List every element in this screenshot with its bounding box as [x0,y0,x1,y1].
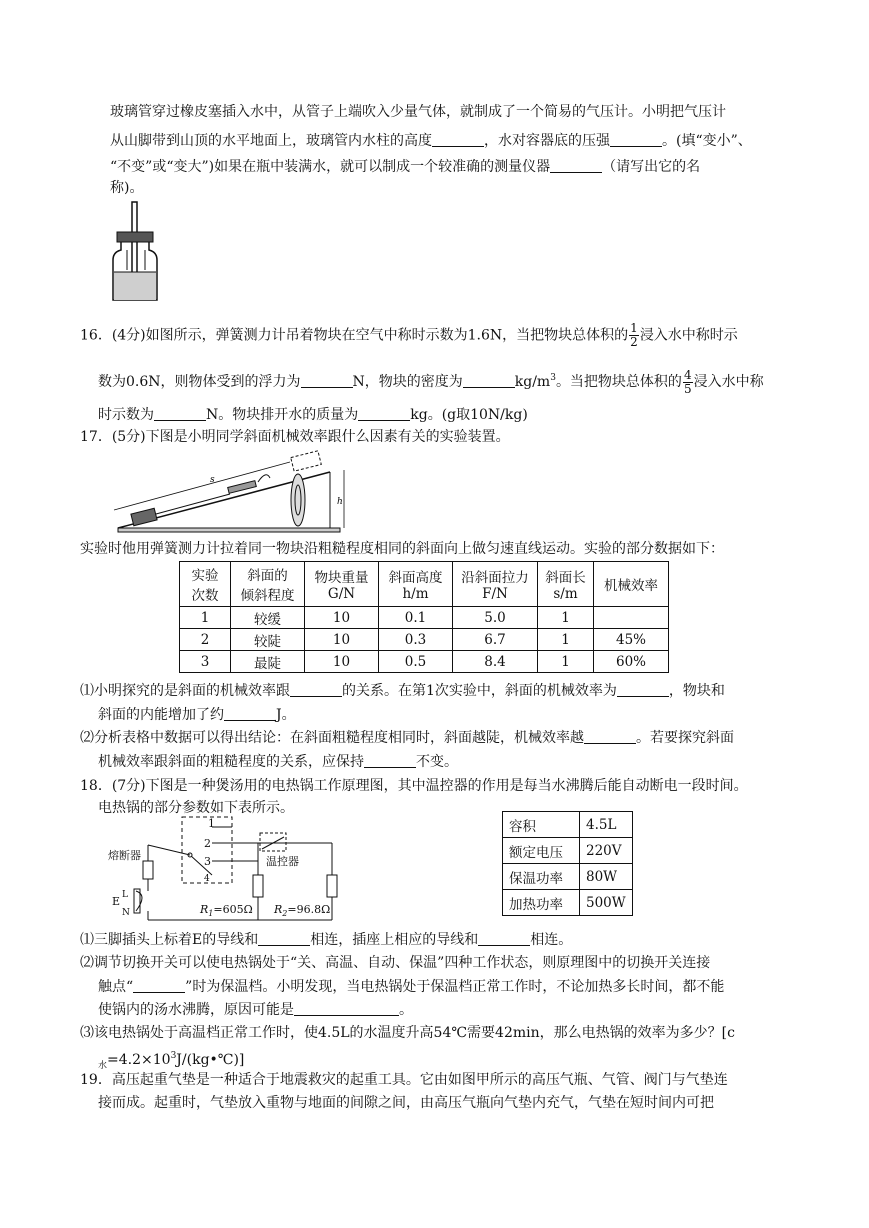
answer-blank[interactable] [432,132,484,147]
terminal-l: L [122,890,128,900]
table-cell [594,607,669,629]
param-value: 500W [580,890,633,916]
fraction-half: $\frac{1}{2}$ [630,321,638,349]
table-cell: 较陡 [231,629,305,651]
answer-blank[interactable] [364,753,416,768]
table-cell: 10 [305,629,379,651]
param-name: 额定电压 [503,838,580,864]
q17-part2-line-1 [80,728,734,748]
text: 浸入水中称 [693,374,764,390]
q17-part1-line-1 [80,681,725,701]
text: 时示数为 [98,407,154,423]
q19-line-1: 19．高压起重气垫是一种适合于地震救灾的起重工具。它由如图甲所示的高压气瓶、气管、阀门与气垫连 [80,1072,728,1088]
answer-blank[interactable] [550,158,602,173]
table-cell: 6.7 [453,629,538,651]
table-cell: 最陡 [231,651,305,673]
table-cell: 0.1 [379,607,453,629]
contact-4: 4 [204,874,210,884]
circuit-diagram [108,815,358,930]
table-row [503,864,633,890]
q16-line-1 [80,322,738,349]
q18-part2-line-2 [98,977,724,997]
q18-part3-line-1: ⑶该电热锅处于高温档正常工作时，使4.5L的水温度升高54℃需要42min，那么电热锅的效率为多少？[c [80,1025,735,1041]
text: N，物块的密度为 [352,374,463,390]
table-header-row [180,562,669,607]
table-cell: 1 [538,651,594,673]
table-cell: 1 [180,607,231,629]
table-cell: 8.4 [453,651,538,673]
label-s: s [210,475,215,485]
table-row [503,812,633,838]
text: “不变”或“变大”)如果在瓶中装满水，就可以制成一个较准确的测量仪器 [110,159,551,175]
fuse-label: 熔断器 [108,849,141,862]
table-row [503,890,633,916]
text: ，水对容器底的压强 [484,133,610,149]
terminal-n: N [122,908,130,918]
table-cell: 1 [538,629,594,651]
terminal-e: E [112,895,121,908]
incline-figure [110,448,350,538]
superscript: 3 [170,1051,177,1061]
text: kg/m [514,374,551,390]
answer-blank[interactable] [478,931,530,946]
table-cell: 2 [180,629,231,651]
q19-line-2: 接而成。起重时，气垫放入重物与地面的间隙之间，由高压气瓶向气垫内充气，气垫在短时间内可把 [98,1095,714,1111]
text: ⑵分析表格中数据可以得出结论：在斜面粗糙程度相同时，斜面越陡，机械效率越 [80,730,584,746]
fraction-four-fifths: $\frac{4}{5}$ [683,367,692,396]
table-cell: 3 [180,651,231,673]
answer-blank[interactable] [617,682,669,697]
text: N。物块排开水的质量为 [206,407,359,423]
text: J/(kg•℃)] [176,1052,245,1068]
text: 机械效率跟斜面的粗糙程度的关系，应保持 [98,754,364,770]
text: 。若要探究斜面 [636,730,734,746]
label-h: h [337,497,343,507]
table-header-cell: 物块重量 G/N [305,562,379,607]
q18-line-2: 电热锅的部分参数如下表所示。 [98,800,294,816]
table-cell: 10 [305,651,379,673]
text: ⑴小明探究的是斜面的机械效率跟 [80,683,290,699]
table-cell: 10 [305,607,379,629]
table-header-cell: 斜面长 s/m [538,562,594,607]
param-value: 80W [580,864,633,890]
table-cell: 1 [538,607,594,629]
text: 斜面的内能增加了约 [98,707,224,723]
q18-part2-line-1: ⑵调节切换开关可以使电热锅处于“关、高温、自动、保温”四种工作状态，则原理图中的切换开关连接 [80,955,711,971]
table-cell: 5.0 [453,607,538,629]
q18-part1 [80,930,572,950]
text: =4.2×10 [107,1052,171,1068]
param-name: 加热功率 [503,890,580,916]
q17-line-2: 实验时他用弹簧测力计拉着同一物块沿粗糙程度相同的斜面向上做匀速直线运动。实验的部分数据如下： [80,541,724,557]
table-header-cell: 斜面的 倾斜程度 [231,562,305,607]
text: 数为0.6N，则物体受到的浮力为 [98,374,301,390]
param-value: 220V [580,838,633,864]
table-cell: 0.5 [379,651,453,673]
text: 不变。 [416,754,458,770]
text: 触点“ [98,979,134,995]
text: ”时为保温档。小明发现，当电热锅处于保温档正常工作时，不论加热多长时间，都不能 [185,979,725,995]
q15-line-2 [110,131,752,151]
q17-line-1: 17．(5分)下图是小明同学斜面机械效率跟什么因素有关的实验装置。 [80,429,510,445]
incline-data-table [179,561,669,673]
param-value: 4.5L [580,812,633,838]
answer-blank[interactable] [133,978,185,993]
text: J。 [276,707,296,723]
table-row [180,651,669,673]
cooker-params-table [502,811,633,916]
table-row [503,838,633,864]
contact-3: 3 [204,855,211,868]
answer-blank[interactable] [358,406,410,421]
table-row [180,629,669,651]
answer-blank[interactable] [610,132,662,147]
q17-part1-line-2 [98,705,296,725]
text: 使锅内的汤水沸腾，原因可能是 [98,1002,294,1018]
answer-blank[interactable] [258,931,310,946]
text: （请写出它的名 [602,159,701,175]
text: 的关系。在第1次实验中，斜面的机械效率为 [342,683,617,699]
q15-line-4: 称)。 [110,180,144,196]
q16-line-2 [98,368,764,396]
table-cell: 较缓 [231,607,305,629]
r2-label: $R_2=96.8\Omega$ [274,903,331,918]
q18-line-1: 18．(7分)下图是一种煲汤用的电热锅工作原理图，其中温控器的作用是每当水沸腾后能自动断电一段时间。 [80,778,748,794]
answer-blank[interactable] [224,706,276,721]
answer-blank[interactable] [301,373,353,388]
answer-blank[interactable] [463,373,515,388]
text: 。(填“变小”、 [662,133,752,149]
contact-1: 1 [208,817,215,830]
answer-blank[interactable] [290,682,342,697]
answer-blank[interactable] [294,1001,399,1016]
table-cell: 0.3 [379,629,453,651]
text: ⑴三脚插头上标着E的导线和 [80,932,259,948]
answer-blank[interactable] [154,406,206,421]
text: kg。(g取10N/kg) [410,407,528,423]
text: 相连，插座上相应的导线和 [310,932,479,948]
text: ，物块和 [668,683,725,699]
thermostat-label: 温控器 [266,855,299,868]
table-header-cell: 斜面高度 h/m [379,562,453,607]
table-cell: 60% [594,651,669,673]
table-cell: 45% [594,629,669,651]
barometer-figure [105,200,165,308]
answer-blank[interactable] [584,729,636,744]
text: 16．(4分)如图所示，弹簧测力计吊着物块在空气中称时示数为1.6N，当把物块总体积的 [80,327,629,344]
text: 。当把物块总体积的 [555,374,682,390]
table-row [180,607,669,629]
table-header-cell: 机械效率 [594,562,669,607]
q15-line-1: 玻璃管穿过橡皮塞插入水中，从管子上端吹入少量气体，就制成了一个简易的气压计。小明把气压计 [110,104,726,120]
text: 相连。 [530,932,573,948]
superscript: 3 [550,373,556,383]
param-name: 容积 [503,812,580,838]
subscript: 水 [98,1061,108,1071]
r1-label: $R_1=605\Omega$ [200,903,253,918]
q15-line-3 [110,157,700,177]
text: 。 [399,1002,413,1018]
q16-line-3 [98,405,528,425]
q18-part2-line-3 [98,1000,413,1020]
contact-2: 2 [204,837,211,850]
text: 浸入水中称时示 [639,327,738,344]
table-header-cell: 实验 次数 [180,562,231,607]
text: 从山脚带到山顶的水平地面上，玻璃管内水柱的高度 [110,133,432,149]
q17-part2-line-2 [98,752,458,772]
table-header-cell: 沿斜面拉力 F/N [453,562,538,607]
param-name: 保温功率 [503,864,580,890]
